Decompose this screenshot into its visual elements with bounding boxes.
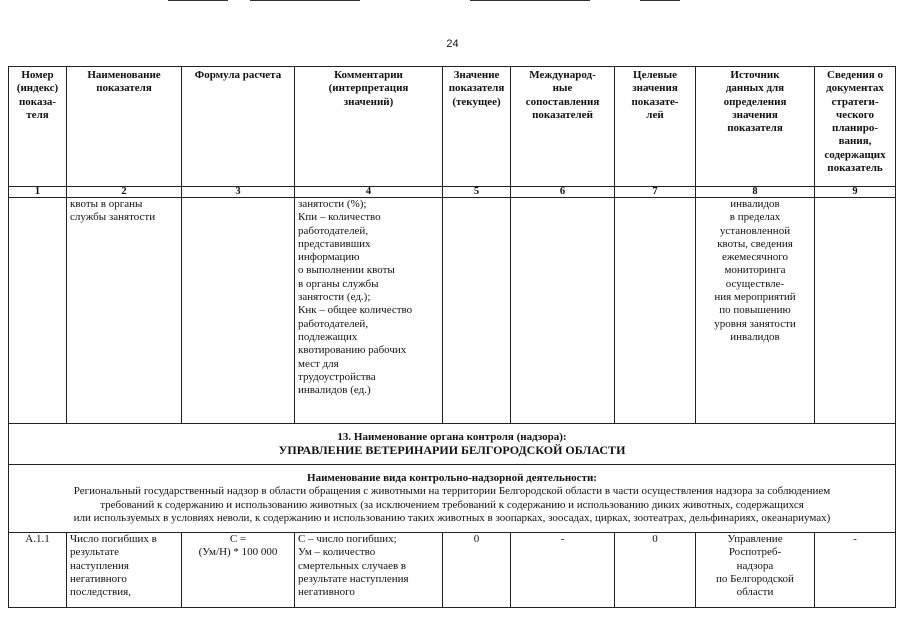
row-index: А.1.1 xyxy=(9,533,67,608)
scan-artifact-line xyxy=(470,0,590,1)
column-number: 7 xyxy=(615,187,696,198)
row-name: Число погибших в результате наступления негативного последствия, xyxy=(67,533,182,608)
row-index xyxy=(9,198,67,424)
activity-text: Региональный государственный надзор в области обращения с животными на территории Белгородской области в части осуществления надзора за соблюдением требований к содержанию и использованию животных (за исключением требований к содержанию и использованию диких животных, содержащихся или используемых в условиях неволи, к содержанию и использованию таких животных в зоопарках, зоосадах, цирках, зоотеатрах, дельфинариях, океанариумах) xyxy=(73,485,831,524)
scan-artifact-line xyxy=(168,0,228,1)
activity-cell xyxy=(9,465,896,533)
column-number: 9 xyxy=(815,187,896,198)
table-row xyxy=(9,533,896,608)
row-target xyxy=(615,198,696,424)
header-comment: Комментарии (интерпретация значений) xyxy=(295,67,443,187)
row-international xyxy=(511,198,615,424)
column-number-row xyxy=(9,187,896,198)
row-documents xyxy=(815,198,896,424)
section-org: УПРАВЛЕНИЕ ВЕТЕРИНАРИИ БЕЛГОРОДСКОЙ ОБЛАСТИ xyxy=(278,443,626,457)
row-comment: занятости (%); Кпи – количество работодателей, представивших информацию о выполнении квоты в органы службы занятости (ед.); Кнк – общее количество работодателей, подлежащих квотированию рабочих мест для трудоустройства инвалидов (ед.) xyxy=(295,198,443,424)
scan-artifact-line xyxy=(250,0,360,1)
row-current-value xyxy=(443,198,511,424)
page-number: 24 xyxy=(446,38,459,50)
section-header xyxy=(9,424,896,465)
header-international: Международ- ные сопоставления показателей xyxy=(511,67,615,187)
row-target: 0 xyxy=(615,533,696,608)
row-formula: С = (Ум/Н) * 100 000 xyxy=(182,533,295,608)
section-title: 13. Наименование органа контроля (надзора): xyxy=(337,430,567,443)
column-number: 4 xyxy=(295,187,443,198)
row-current-value: 0 xyxy=(443,533,511,608)
header-name: Наименование показателя xyxy=(67,67,182,187)
row-source: инвалидов в пределах установленной квоты, сведения ежемесячного мониторинга осуществле- ния мероприятий по повышению уровня занятости инвалидов xyxy=(696,198,815,424)
header-formula: Формула расчета xyxy=(182,67,295,187)
row-name: квоты в органы службы занятости xyxy=(67,198,182,424)
column-number: 3 xyxy=(182,187,295,198)
row-formula xyxy=(182,198,295,424)
header-row xyxy=(9,67,896,187)
section-header-row xyxy=(9,424,896,465)
column-number: 2 xyxy=(67,187,182,198)
column-number: 5 xyxy=(443,187,511,198)
row-documents: - xyxy=(815,533,896,608)
header-source: Источник данных для определения значения показателя xyxy=(696,67,815,187)
activity-title: Наименование вида контрольно-надзорной деятельности: xyxy=(307,471,597,484)
row-international: - xyxy=(511,533,615,608)
table-row xyxy=(9,198,896,424)
header-documents: Сведения о документах стратеги- ческого планиро- вания, содержащих показатель xyxy=(815,67,896,187)
column-number: 1 xyxy=(9,187,67,198)
header-current-value: Значение показателя (текущее) xyxy=(443,67,511,187)
header-target: Целевые значения показате- лей xyxy=(615,67,696,187)
column-number: 6 xyxy=(511,187,615,198)
row-comment: С – число погибших; Ум – количество смертельных случаев в результате наступления негативного xyxy=(295,533,443,608)
activity-row xyxy=(9,465,896,533)
scan-artifact-line xyxy=(640,0,680,1)
header-index: Номер (индекс) показа- теля xyxy=(9,67,67,187)
row-source: Управление Роспотреб- надзора по Белгородской области xyxy=(696,533,815,608)
indicators-table xyxy=(8,66,896,608)
column-number: 8 xyxy=(696,187,815,198)
